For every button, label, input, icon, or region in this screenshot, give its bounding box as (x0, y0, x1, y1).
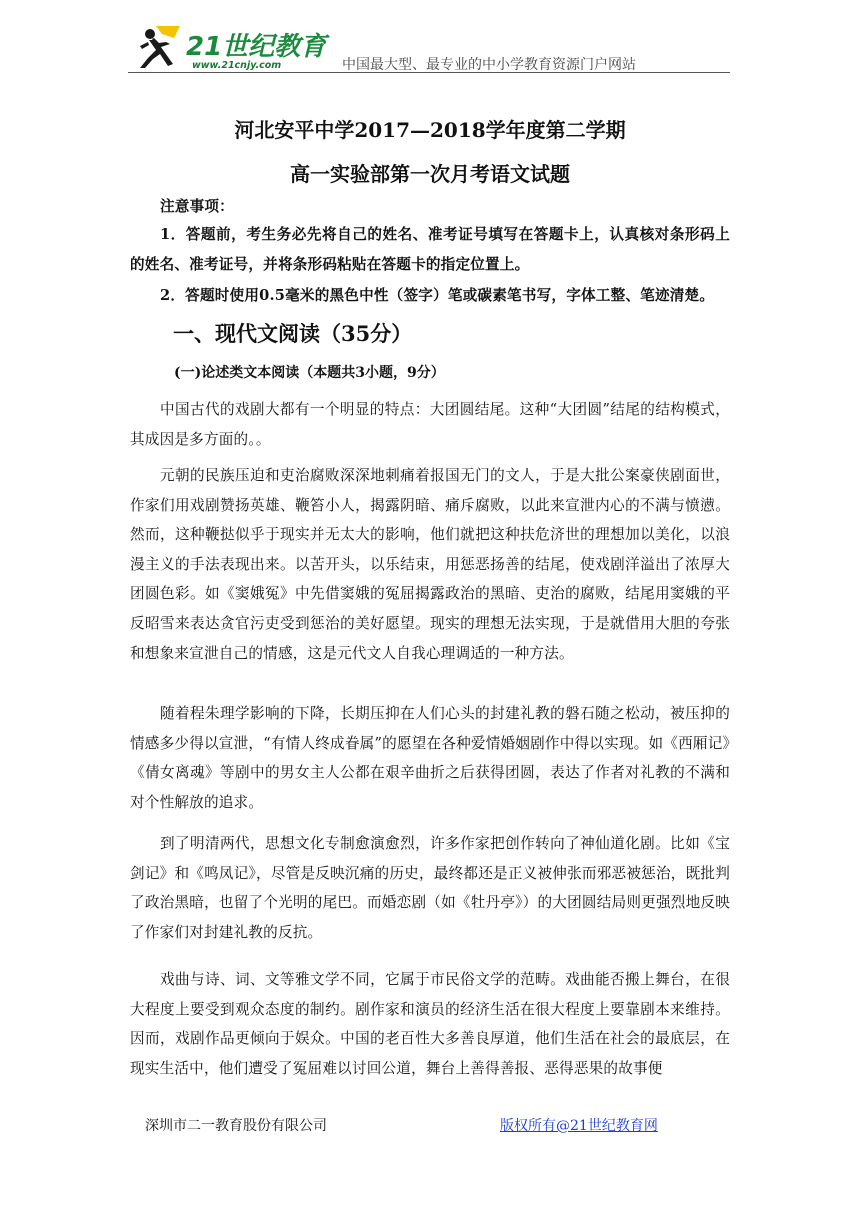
passage-paragraph-3: 随着程朱理学影响的下降，长期压抑在人们心头的封建礼教的磐石随之松动，被压抑的情感多少得以宣泄，“有情人终成眷属”的愿望在各种爱情婚姻剧作中得以实现。如《西厢记》《倩女离魂》等剧中的男女主人公都在艰辛曲折之后获得团圆，表达了作者对礼教的不满和对个性解放的追求。 (130, 705, 730, 811)
header-divider (128, 72, 730, 73)
logo-url: www.21cnjy.com (192, 60, 282, 71)
exam-title-line1: 河北安平中学2017—2018学年度第二学期 (234, 118, 626, 142)
footer-company: 深圳市二一教育股份有限公司 (145, 1118, 327, 1134)
section-heading: 一、现代文阅读（35分） (173, 321, 413, 346)
notice-heading: 注意事项： (160, 198, 234, 215)
runner-icon (136, 24, 192, 70)
notice-item-1: 1．答题前，考生务必先将自己的姓名、准考证号填写在答题卡上，认真核对条形码上的姓名、准考证号，并将条形码粘贴在答题卡的指定位置上。 (130, 226, 730, 273)
passage-paragraph-5: 戏曲与诗、词、文等雅文学不同，它属于市民俗文学的范畴。戏曲能否搬上舞台，在很大程度上要受到观众态度的制约。剧作家和演员的经济生活在很大程度上要靠剧本来维持。因而，戏剧作品更倾向于娱众。中国的老百性大多善良厚道，他们生活在社会的最底层，在现实生活中，他们遭受了冤屈难以讨回公道，舞台上善得善报、恶得恶果的故事便 (130, 971, 730, 1077)
passage-paragraph-1: 中国古代的戏剧大都有一个明显的特点：大团圆结尾。这种“大团圆”结尾的结构模式，其成因是多方面的。。 (130, 401, 730, 448)
page-header (128, 20, 730, 76)
passage-paragraph-4: 到了明清两代，思想文化专制愈演愈烈，许多作家把创作转向了神仙道化剧。比如《宝剑记》和《鸣凤记》，尽管是反映沉痛的历史，最终都还是正义被伸张而邪恶被惩治，既批判了政治黑暗，也留了个光明的尾巴。而婚恋剧（如《牡丹亭》）的大团圆结局则更强烈地反映了作家们对封建礼教的反抗。 (130, 835, 730, 941)
footer-copyright-link[interactable]: 版权所有@21世纪教育网 (500, 1118, 658, 1134)
site-logo[interactable] (128, 20, 328, 74)
exam-title-line2: 高一实验部第一次月考语文试题 (290, 162, 570, 186)
logo-text: 21世纪教育 (186, 32, 327, 62)
notice-item-2: 2．答题时使用0.5毫米的黑色中性（签字）笔或碳素笔书写，字体工整、笔迹清楚。 (160, 287, 715, 304)
site-tagline: 中国最大型、最专业的中小学教育资源门户网站 (342, 57, 636, 73)
passage-paragraph-2: 元朝的民族压迫和吏治腐败深深地刺痛着报国无门的文人，于是大批公案豪侠剧面世，作家们用戏剧赞扬英雄、鞭笞小人，揭露阴暗、痛斥腐败，以此来宣泄内心的不满与愤懑。然而，这种鞭挞似乎于现实并无太大的影响，他们就把这种扶危济世的理想加以美化，以浪漫主义的手法表现出来。以苦开头，以乐结束，用惩恶扬善的结尾，使戏剧洋溢出了浓厚大团圆色彩。如《窦娥冤》中先借窦娥的冤屈揭露政治的黑暗、吏治的腐败，结尾用窦娥的平反昭雪来表达贪官污吏受到惩治的美好愿望。现实的理想无法实现，于是就借用大胆的夸张和想象来宣泄自己的情感，这是元代文人自我心理调适的一种方法。 (130, 467, 730, 662)
section-subheading: (一)论述类文本阅读（本题共3小题，9分） (174, 365, 445, 381)
